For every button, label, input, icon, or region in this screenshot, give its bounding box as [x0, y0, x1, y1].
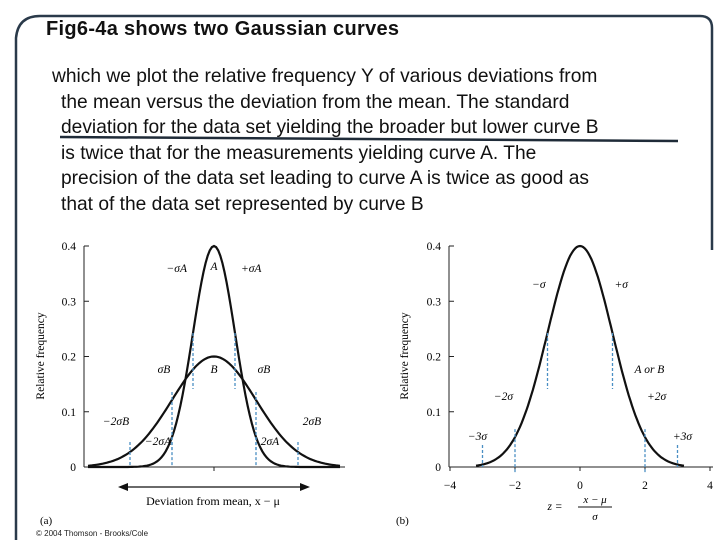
chart-b-ytick-label: 0 [435, 462, 441, 474]
chart-b-curve [476, 246, 684, 466]
chart-b-xtick-label: 2 [642, 480, 648, 492]
chart-b-formula-numerator: x − μ [583, 494, 607, 506]
body-line-6: that of the data set represented by curve B [61, 193, 424, 215]
chart-b-annotation: +3σ [672, 431, 693, 443]
body-line-1: which we plot the relative frequency Y of various deviations from [52, 66, 598, 87]
chart-b-annotation: −σ [532, 279, 546, 291]
chart-a-ytick-label: 0 [70, 462, 76, 474]
chart-b-annotation: −2σ [493, 391, 513, 403]
chart-a-annotation: 2σB [302, 416, 322, 428]
chart-a-annotation: −σA [166, 263, 187, 275]
chart-b-annotation: +σ [614, 279, 628, 291]
chart-b-ytick-label: 0.1 [426, 406, 441, 419]
chart-a-annotation: σB [157, 364, 171, 376]
chart-b-xtick-label: −2 [508, 480, 522, 492]
chart-a-ytick-label: 0.4 [61, 241, 76, 253]
chart-b-plot [427, 241, 714, 523]
chart-a-annotation: A [210, 261, 218, 273]
chart-a-xlabel: Deviation from mean, x − μ [146, 494, 280, 508]
chart-b-xtick-label: −4 [443, 480, 457, 492]
chart-b-annotation: +2σ [647, 391, 667, 403]
chart-b-ylabel: Relative frequency [399, 312, 411, 400]
chart-a-panel-label: (a) [40, 515, 53, 527]
chart-a-ylabel: Relative frequency [35, 312, 47, 400]
body-line-3: deviation for the data set yielding the broader but lower curve B [61, 117, 599, 138]
chart-b-xtick-label: 4 [707, 480, 713, 492]
body-line-5: precision of the data set leading to curve A is twice as good as [61, 168, 589, 189]
chart-b-ytick-label: 0.2 [426, 351, 441, 364]
chart-a-ytick-label: 0.3 [61, 296, 76, 309]
slide-title: Fig6-4a shows two Gaussian curves [46, 18, 400, 40]
copyright-notice: © 2004 Thomson - Brooks/Cole [36, 529, 149, 538]
chart-b-formula-denominator: σ [592, 511, 598, 523]
chart-b-ytick-label: 0.4 [426, 241, 441, 253]
chart-a-annotation: σB [257, 364, 271, 376]
body-line-4: is twice that for the measurements yielding curve A. The [61, 142, 537, 164]
body-line-2: the mean versus the deviation from the mean. The standard [61, 91, 570, 113]
chart-b-formula-z: z = [547, 501, 563, 513]
chart-b-panel-label: (b) [396, 515, 409, 527]
chart-b-ytick-label: 0.3 [426, 296, 441, 309]
chart-a-ytick-label: 0.2 [61, 351, 76, 364]
chart-a-annotation: −2σA [144, 436, 172, 448]
chart-b-annotation: A or B [634, 364, 665, 376]
chart-b-annotation: −3σ [467, 431, 488, 443]
chart-a-ytick-label: 0.1 [61, 406, 76, 419]
chart-a-annotation: +σA [241, 263, 262, 275]
chart-a-annotation: B [210, 364, 218, 376]
chart-a-annotation: 2σA [260, 436, 280, 448]
chart-b-xtick-label: 0 [577, 480, 583, 492]
chart-a-annotation: −2σB [102, 416, 130, 428]
